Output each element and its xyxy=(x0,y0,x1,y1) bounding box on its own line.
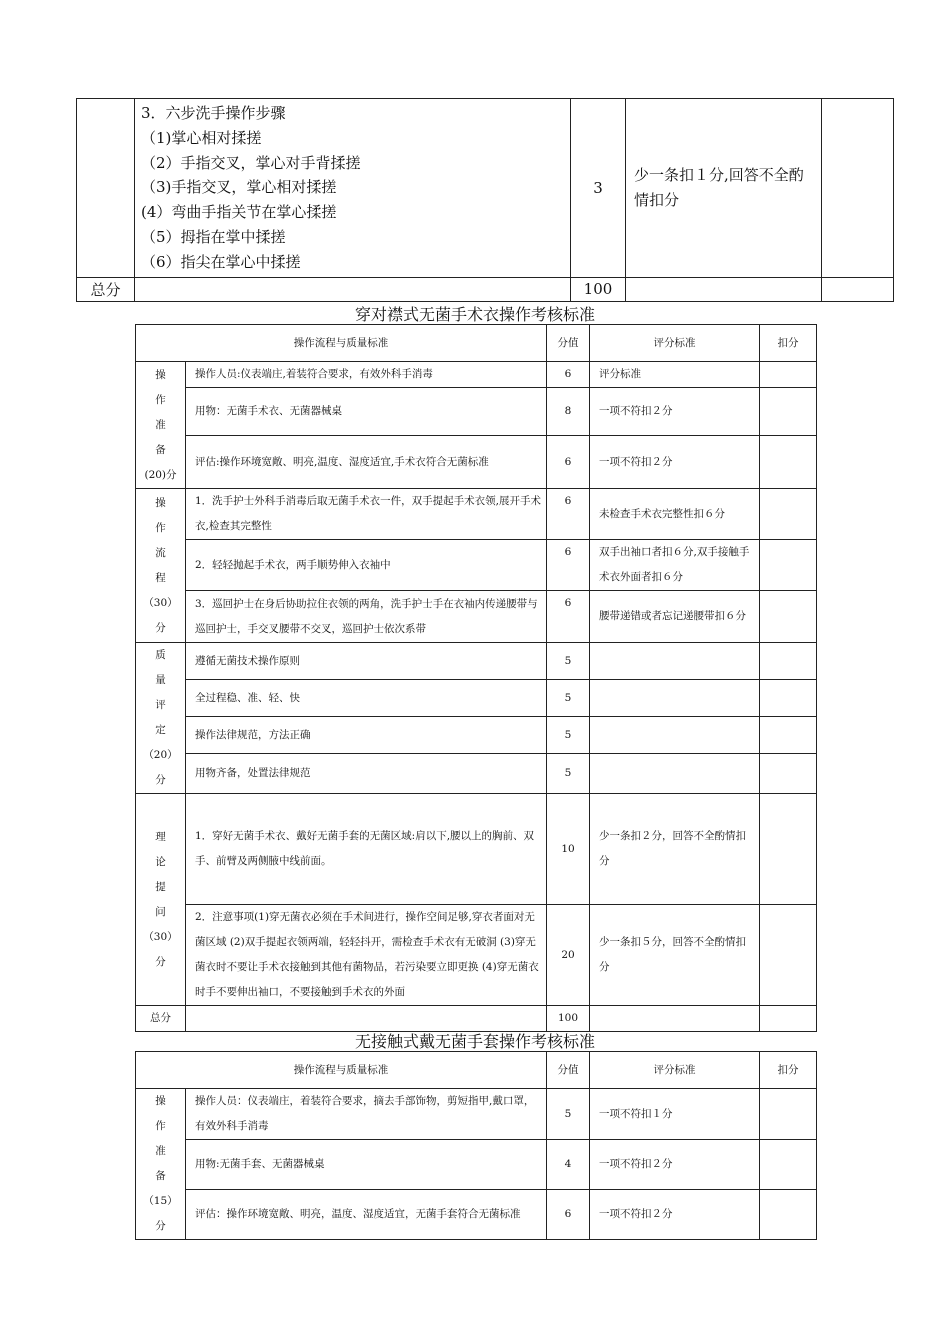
empty-cell xyxy=(822,277,894,301)
row-criteria xyxy=(590,754,760,794)
empty-cell xyxy=(626,277,822,301)
label-char: 量 xyxy=(155,674,166,686)
row-deduct xyxy=(760,1140,817,1190)
label-char: 提 xyxy=(155,880,166,893)
row-criteria: 一项不符扣１分 xyxy=(590,1089,760,1140)
row-text: 用物：无菌手术衣、无菌器械桌 xyxy=(186,388,547,436)
row-deduct xyxy=(760,794,817,905)
glove-table-title: 无接触式戴无菌手套操作考核标准 xyxy=(354,1032,595,1051)
label-char: 作 xyxy=(155,1120,166,1132)
total-value: 100 xyxy=(571,277,626,301)
score-cell: 3 xyxy=(571,99,626,278)
label-char: 分 xyxy=(155,774,166,786)
step-item: （6）指尖在掌心中揉搓 xyxy=(141,252,301,271)
row-criteria xyxy=(590,643,760,680)
row-score: 5 xyxy=(547,643,590,680)
row-score: 5 xyxy=(547,680,590,717)
row-score: 4 xyxy=(547,1140,590,1190)
empty-cell xyxy=(590,1006,760,1032)
label-char: 分 xyxy=(155,955,166,968)
step-title: 3．六步洗手操作步骤 xyxy=(141,104,286,122)
label-char: 操 xyxy=(155,496,166,509)
header-deduct: 扣分 xyxy=(760,1052,817,1089)
label-char: 操 xyxy=(155,368,166,381)
row-criteria: 一项不符扣２分 xyxy=(590,1140,760,1190)
row-text: 2．注意事项(1)穿无菌衣必须在手术间进行，操作空间足够,穿衣者面对无菌区域 (2)双手提起衣领两端，轻轻抖开，需检查手术衣有无破洞 (3)穿无菌衣时不要让手术衣接触到其他有菌物品，若污染要立即更换 (4)穿无菌衣时手不要伸出袖口，不要接触到手术衣的外面 xyxy=(186,905,547,1006)
row-score: 5 xyxy=(547,717,590,754)
total-label: 总分 xyxy=(77,277,135,301)
row-deduct xyxy=(760,591,817,643)
step-item: （5）拇指在掌中揉搓 xyxy=(141,227,286,246)
header-deduct: 扣分 xyxy=(760,325,817,362)
criteria-cell: 少一条扣１分,回答不全酌情扣分 xyxy=(626,99,822,278)
row-criteria: 评分标准 xyxy=(590,362,760,388)
row-deduct xyxy=(760,680,817,717)
label-char: 质 xyxy=(155,649,166,661)
label-char: 准 xyxy=(155,1145,166,1157)
row-text: 评估：操作环境宽敞、明亮，温度、湿度适宜，无菌手套符合无菌标准 xyxy=(186,1190,547,1240)
header-criteria: 评分标准 xyxy=(590,325,760,362)
row-criteria: 腰带递错或者忘记递腰带扣６分 xyxy=(590,591,760,643)
row-criteria: 一项不符扣２分 xyxy=(590,1190,760,1240)
row-criteria: 未检查手术衣完整性扣６分 xyxy=(590,489,760,540)
row-score: 20 xyxy=(547,905,590,1006)
total-value: 100 xyxy=(547,1006,590,1032)
row-deduct xyxy=(760,1190,817,1240)
row-text: 遵循无菌技术操作原则 xyxy=(186,643,547,680)
empty-cell xyxy=(760,1006,817,1032)
row-deduct xyxy=(760,905,817,1006)
row-text: 用物齐备，处置法律规范 xyxy=(186,754,547,794)
label-char: (20)分 xyxy=(144,468,177,481)
section-cell xyxy=(77,99,135,278)
glove-table xyxy=(135,1051,817,1240)
row-text: 1．洗手护士外科手消毒后取无菌手术衣一件，双手提起手术衣领,展开手术衣,检查其完整性 xyxy=(186,489,547,540)
label-char: 备 xyxy=(155,443,166,456)
gown-table xyxy=(135,324,817,1032)
label-char: 作 xyxy=(155,393,166,406)
empty-cell xyxy=(135,277,571,301)
row-deduct xyxy=(760,388,817,436)
row-deduct xyxy=(760,362,817,388)
step-item: （2）手指交叉，掌心对手背揉搓 xyxy=(141,153,361,172)
label-char: 分 xyxy=(155,1220,166,1232)
step-item: (4）弯曲手指关节在掌心揉搓 xyxy=(141,203,337,222)
empty-cell xyxy=(186,1006,547,1032)
label-char: 分 xyxy=(155,621,166,634)
row-deduct xyxy=(760,489,817,540)
row-criteria: 少一条扣２分，回答不全酌情扣分 xyxy=(590,794,760,905)
handwash-table xyxy=(76,98,894,302)
label-char: 论 xyxy=(155,855,166,868)
row-criteria: 双手出袖口者扣６分,双手接触手术衣外面者扣６分 xyxy=(590,540,760,591)
row-text: 用物:无菌手套、无菌器械桌 xyxy=(186,1140,547,1190)
label-char: 定 xyxy=(155,724,166,736)
row-deduct xyxy=(760,436,817,489)
label-char: 程 xyxy=(155,571,166,584)
row-score: 6 xyxy=(547,489,590,540)
row-deduct xyxy=(760,643,817,680)
row-score: 6 xyxy=(547,1190,590,1240)
label-char: 备 xyxy=(155,1170,166,1182)
row-criteria xyxy=(590,717,760,754)
label-char: （30） xyxy=(143,930,178,943)
row-text: 操作人员：仪表端庄，着装符合要求，摘去手部饰物，剪短指甲,戴口罩，有效外科手消毒 xyxy=(186,1089,547,1140)
label-char: 流 xyxy=(155,546,166,559)
label-char: 准 xyxy=(155,418,166,431)
total-label: 总分 xyxy=(136,1006,186,1032)
header-score: 分值 xyxy=(547,1052,590,1089)
label-char: （30） xyxy=(143,596,178,609)
label-char: 问 xyxy=(155,905,166,918)
header-score: 分值 xyxy=(547,325,590,362)
step-item: （1)掌心相对揉搓 xyxy=(141,128,262,147)
row-deduct xyxy=(760,754,817,794)
row-score: 10 xyxy=(547,794,590,905)
row-score: 6 xyxy=(547,540,590,591)
deduct-cell xyxy=(822,99,894,278)
header-criteria: 评分标准 xyxy=(590,1052,760,1089)
step-item: （3)手指交叉，掌心相对揉搓 xyxy=(141,178,337,197)
row-criteria: 一项不符扣２分 xyxy=(590,388,760,436)
row-score: 6 xyxy=(547,436,590,489)
section-label xyxy=(136,489,186,643)
label-char: 操 xyxy=(155,1095,166,1107)
row-text: 1．穿好无菌手术衣、戴好无菌手套的无菌区域:肩以下,腰以上的胸前、双手、前臂及两侧腋中线前面。 xyxy=(186,794,547,905)
header-process: 操作流程与质量标准 xyxy=(136,1052,547,1089)
section-label xyxy=(136,643,186,794)
section-label xyxy=(136,794,186,1006)
row-text: 评估:操作环境宽敞、明亮,温度、湿度适宜,手术衣符合无菌标准 xyxy=(186,436,547,489)
row-criteria: 少一条扣５分，回答不全酌情扣分 xyxy=(590,905,760,1006)
row-text: 2．轻轻抛起手术衣，两手顺势伸入衣袖中 xyxy=(186,540,547,591)
row-text: 操作法律规范，方法正确 xyxy=(186,717,547,754)
gown-table-title: 穿对襟式无菌手术衣操作考核标准 xyxy=(354,305,595,324)
row-score: 6 xyxy=(547,362,590,388)
row-text: 全过程稳、准、轻、快 xyxy=(186,680,547,717)
label-char: 理 xyxy=(155,830,166,843)
row-score: 6 xyxy=(547,591,590,643)
label-char: （20） xyxy=(143,749,178,761)
label-char: （15） xyxy=(143,1195,178,1207)
row-text: 3．巡回护士在身后协助拉住衣领的两角，洗手护士手在衣袖内传递腰带与巡回护士，手交叉腰带不交叉，巡回护士依次系带 xyxy=(186,591,547,643)
row-score: 5 xyxy=(547,1089,590,1140)
handwash-steps xyxy=(135,99,571,278)
row-deduct xyxy=(760,1089,817,1140)
row-deduct xyxy=(760,540,817,591)
header-process: 操作流程与质量标准 xyxy=(136,325,547,362)
row-criteria: 一项不符扣２分 xyxy=(590,436,760,489)
row-score: 5 xyxy=(547,754,590,794)
section-label xyxy=(136,362,186,489)
section-label xyxy=(136,1089,186,1240)
row-criteria xyxy=(590,680,760,717)
row-deduct xyxy=(760,717,817,754)
row-score: 8 xyxy=(547,388,590,436)
label-char: 评 xyxy=(155,699,166,711)
row-text: 操作人员:仪表端庄,着装符合要求，有效外科手消毒 xyxy=(186,362,547,388)
label-char: 作 xyxy=(155,521,166,534)
